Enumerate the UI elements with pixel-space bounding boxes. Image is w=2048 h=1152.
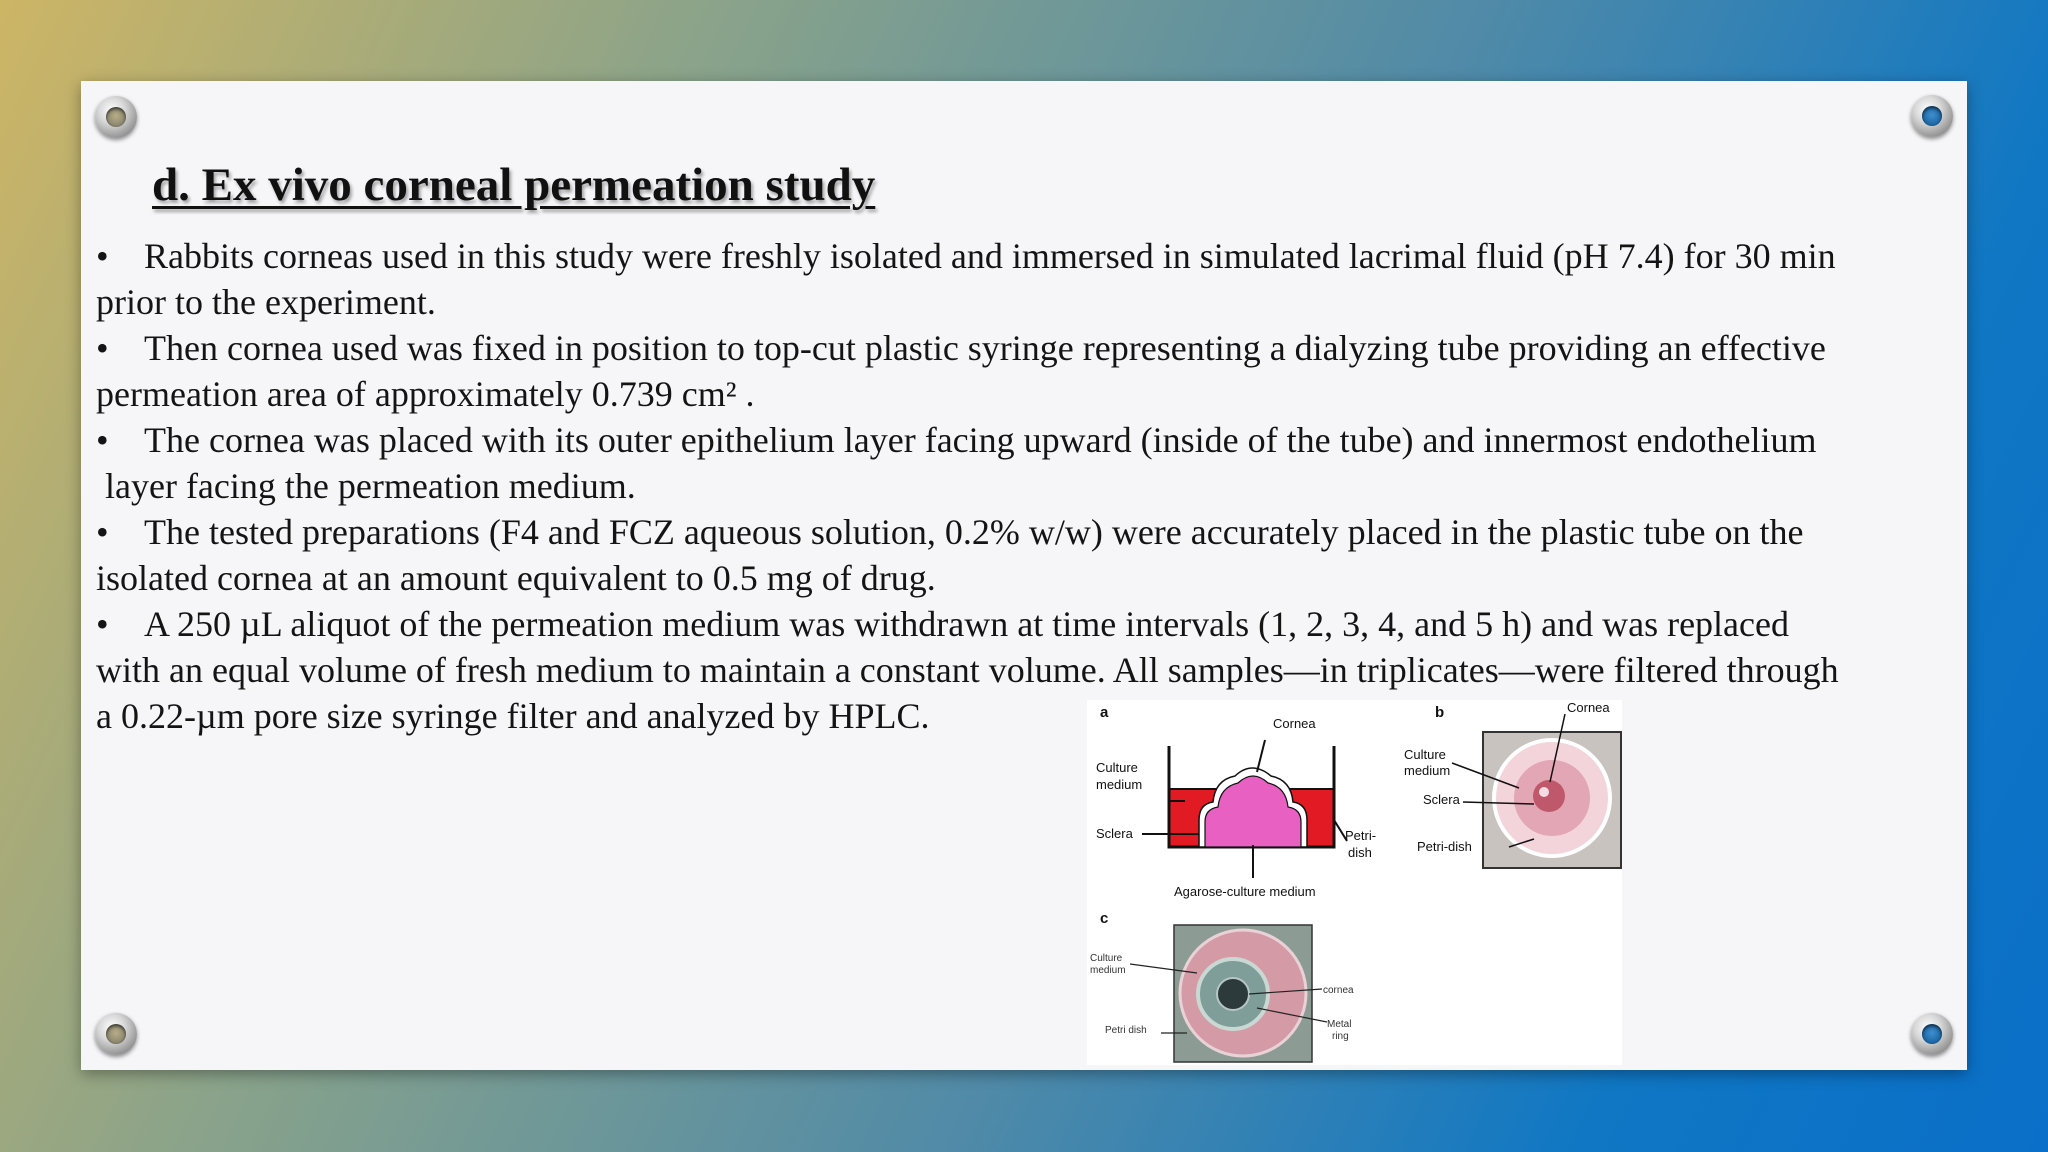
bullet-icon: • [96, 604, 109, 644]
paragraph-line: layer facing the permeation medium. [96, 466, 636, 506]
paragraph-line: A 250 µL aliquot of the permeation medium was withdrawn at time intervals (1, 2, 3, 4, and 5 h) and was replaced [144, 604, 1789, 644]
panel-a-sclera-label: Sclera [1096, 826, 1133, 841]
paragraph-line: The tested preparations (F4 and FCZ aqueous solution, 0.2% w/w) were accurately placed in the plastic tube on the [144, 512, 1804, 552]
panel-b-medium-label: medium [1404, 763, 1451, 778]
panel-a-letter: a [1100, 704, 1109, 721]
bullet-paragraph-1 [96, 233, 1966, 325]
panel-a-schematic [1142, 740, 1347, 878]
bullet-icon: • [96, 236, 109, 276]
paragraph-line: prior to the experiment. [96, 282, 436, 322]
panel-b-letter: b [1435, 704, 1445, 721]
paragraph-line: Then cornea used was fixed in position to top-cut plastic syringe representing a dialyzing tube providing an effective [144, 328, 1826, 368]
corneal-setup-figure [1087, 700, 1622, 1065]
panel-c-photo [1130, 925, 1327, 1062]
bottom-right-grommet-icon [1911, 1013, 1953, 1055]
paragraph-line: with an equal volume of fresh medium to maintain a constant volume. All samples—in triplicates—were filtered through [96, 650, 1839, 690]
panel-b-cornea-label: Cornea [1567, 700, 1610, 715]
paragraph-line: The cornea was placed with its outer epithelium layer facing upward (inside of the tube) and innermost endothelium [144, 420, 1817, 460]
figure-svg [1087, 700, 1622, 1065]
panel-a-petri-label: Petri- [1345, 828, 1377, 843]
paragraph-line: a 0.22-µm pore size syringe filter and analyzed by HPLC. [96, 696, 930, 736]
bullet-paragraph-3 [96, 417, 1966, 509]
bottom-left-grommet-icon [95, 1013, 137, 1055]
paragraph-line: Rabbits corneas used in this study were freshly isolated and immersed in simulated lacrimal fluid (pH 7.4) for 30 min [144, 236, 1836, 276]
panel-a-agarose-label: Agarose-culture medium [1174, 884, 1316, 899]
panel-c-ring-label: ring [1332, 1031, 1349, 1042]
bullet-icon: • [96, 512, 109, 552]
top-left-grommet-icon [95, 96, 137, 138]
bullet-paragraph-2 [96, 325, 1966, 417]
bullet-paragraph-5 [96, 601, 1966, 739]
cornea-pointer [1257, 740, 1265, 772]
slide-title: d. Ex vivo corneal permeation study [152, 159, 876, 211]
paragraph-line: isolated cornea at an amount equivalent to 0.5 mg of drug. [96, 558, 936, 598]
panel-b-photo [1452, 714, 1621, 868]
panel-a-cornea-label: Cornea [1273, 716, 1316, 731]
panel-a-culture-label: Culture [1096, 760, 1138, 775]
panel-b-sclera-label: Sclera [1423, 792, 1460, 807]
panel-b-culture-label: Culture [1404, 747, 1446, 762]
bullet-paragraph-4 [96, 509, 1966, 601]
panel-c-medium-label: medium [1090, 965, 1126, 976]
panel-c-metal-label: Metal [1327, 1019, 1352, 1030]
panel-c-cornea-label: cornea [1323, 985, 1354, 996]
bullet-icon: • [96, 328, 109, 368]
slide-body [96, 233, 1966, 739]
panel-c-petri-label: Petri dish [1105, 1025, 1147, 1036]
bullet-icon: • [96, 420, 109, 460]
panel-c-letter: c [1100, 910, 1109, 927]
panel-b-petri-label: Petri-dish [1417, 839, 1472, 854]
paragraph-line: permeation area of approximately 0.739 cm² . [96, 374, 755, 414]
panel-b-highlight [1539, 787, 1549, 797]
panel-c-culture-label: Culture [1090, 953, 1123, 964]
panel-c-cornea [1217, 978, 1249, 1010]
panel-a-dish-label: dish [1348, 845, 1372, 860]
panel-b-cornea [1533, 780, 1565, 812]
top-right-grommet-icon [1911, 95, 1953, 137]
panel-a-medium-label: medium [1096, 777, 1143, 792]
